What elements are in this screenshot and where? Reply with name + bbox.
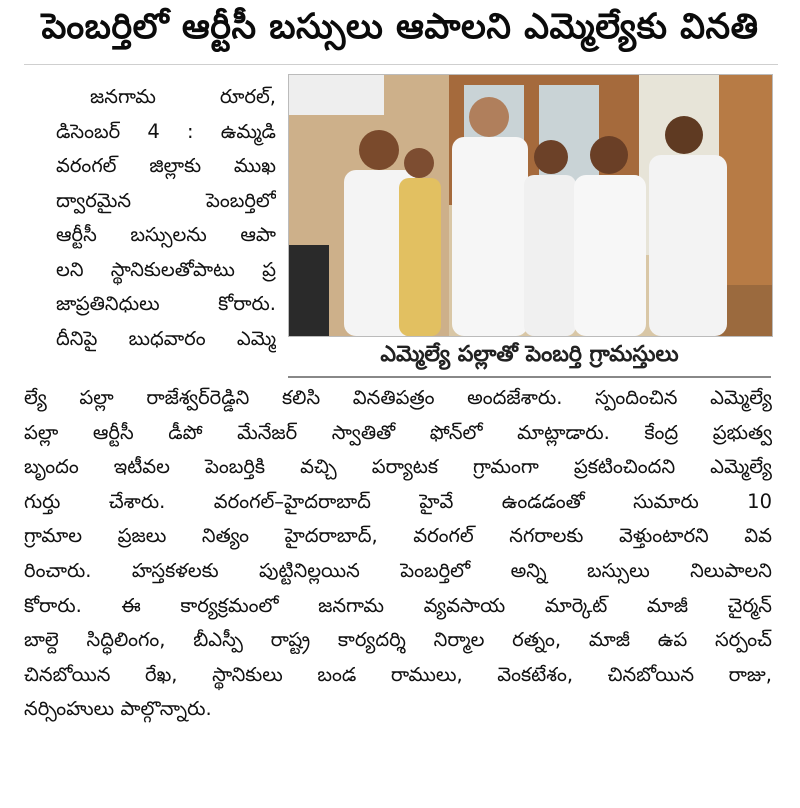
body-line: గ్రామాల ప్రజలు నిత్యం హైదరాబాద్, వరంగల్ నగరాలకు వెళ్తుంటారని వివ (24, 524, 772, 548)
body-line: బృందం ఇటీవల పెంబర్తికి వచ్చి పర్యాటక గ్రామంగా ప్రకటించిందని ఎమ్మెల్యే (24, 455, 772, 479)
headline-divider (24, 64, 778, 65)
body-line: కోరారు. ఈ కార్యక్రమంలో జనగామ వ్యవసాయ మార్కెట్ మాజీ చైర్మన్ (24, 593, 772, 617)
body-line: రించారు. హస్తకళలకు పుట్టినిల్లయిన పెంబర్తిలో అన్ని బస్సులు నిలుపాలని (24, 558, 772, 582)
body-line: చినబోయిన రేఖ, స్థానికులు బండ రాములు, వెంకటేశం, చినబోయిన రాజు, (24, 662, 772, 686)
body-line: బాల్దె సిద్ధిలింగం, బీఎస్పీ రాష్ట్ర కార్యదర్శి నిర్మాల రత్నం, మాజీ ఉప సర్పంచ్ (24, 628, 772, 652)
column-line: డిసెంబర్ 4 : ఉమ్మడి (56, 119, 276, 143)
column-line: జనగామ రూరల్, (90, 85, 276, 108)
news-photo (288, 74, 773, 337)
column-line: వరంగల్ జిల్లాకు ముఖ (56, 154, 276, 177)
column-line: ఆర్టీసీ బస్సులను ఆపా (56, 223, 276, 246)
body-line: పల్లా ఆర్టీసీ డీపో మేనేజర్ స్వాతితో ఫోన్‌లో మాట్లాడారు. కేంద్ర ప్రభుత్వ (24, 420, 772, 444)
article-body-text (24, 381, 772, 727)
column-line: ద్వారమైన పెంబర్తిలో (56, 188, 276, 212)
article-headline: పెంబర్తిలో ఆర్టీసీ బస్సులు ఆపాలని ఎమ్మెల్యేకు వినతి (41, 7, 759, 47)
photo-caption: ఎమ్మెల్యే పల్లాతో పెంబర్తి గ్రామస్తులు (288, 338, 771, 378)
column-line: లని స్థానికులతోపాటు ప్ర (56, 257, 276, 281)
body-line: ల్యే పల్లా రాజేశ్వర్‌రెడ్డిని కలిసి వినతిపత్రం అందజేశారు. స్పందించిన ఎమ్మెల్యే (24, 386, 772, 409)
article-column-text (56, 80, 276, 356)
column-line: దీనిపై బుధవారం ఎమ్మె (56, 326, 276, 350)
body-line: గుర్తు చేశారు. వరంగల్–హైదరాబాద్ హైవే ఉండడంతో సుమారు 10 (24, 489, 772, 513)
column-line: జాప్రతినిధులు కోరారు. (56, 292, 276, 315)
body-line: నర్సింహులు పాల్గొన్నారు. (24, 697, 212, 721)
